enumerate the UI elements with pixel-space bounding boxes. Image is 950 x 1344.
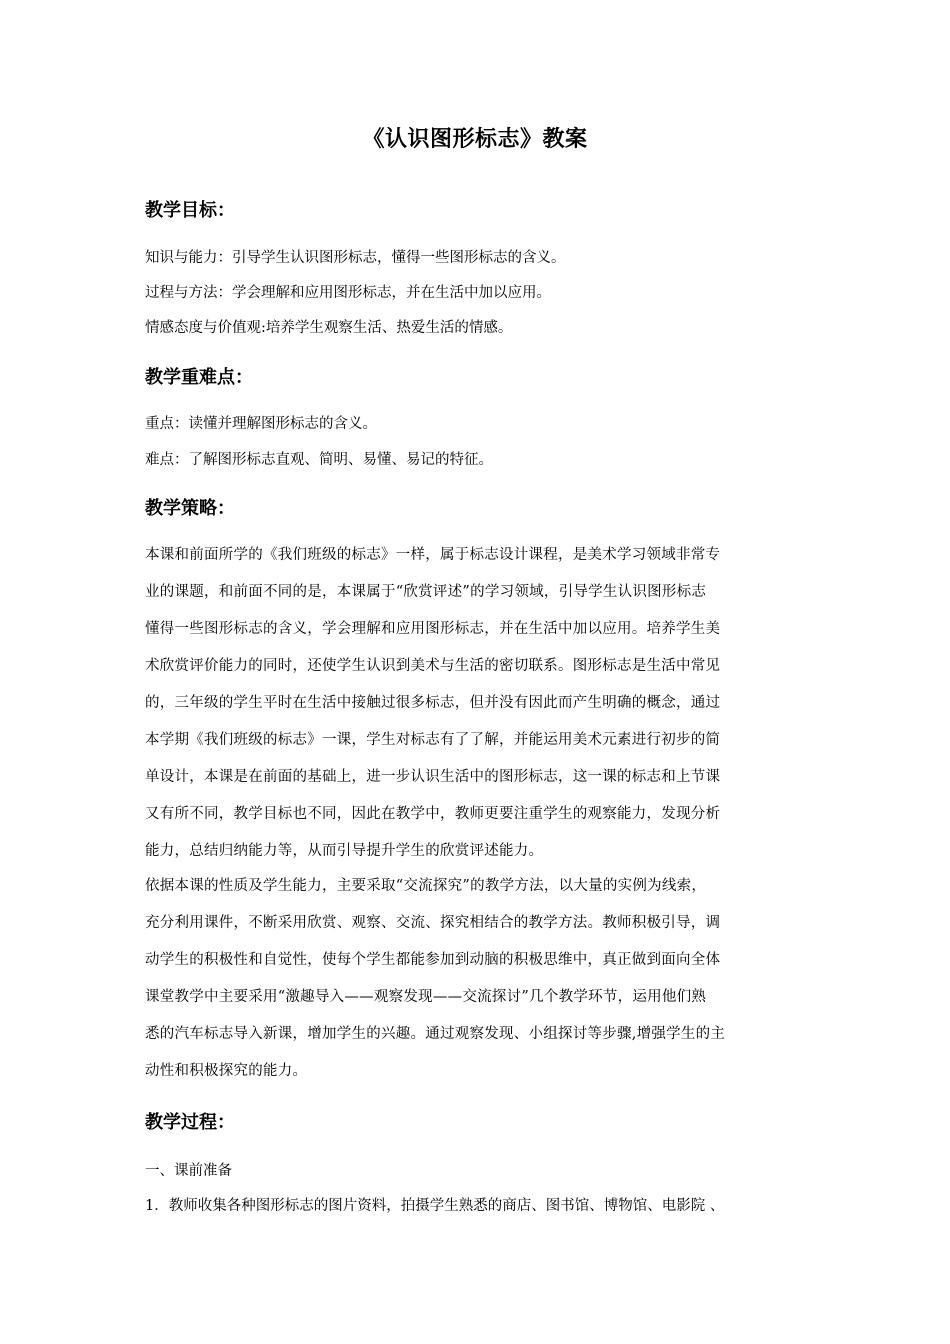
process-line: 1．教师收集各种图形标志的图片资料，拍摄学生熟悉的商店、图书馆、博物馆、电影院 、 [145, 1198, 725, 1214]
strategy-line: 本学期《我们班级的标志》一课，学生对标志有了了解，并能运用美术元素进行初步的简 [145, 732, 721, 748]
document-title: 《认识图形标志》教案 [362, 126, 588, 152]
process-heading: 教学过程： [145, 1112, 235, 1133]
strategy-line: 动学生的积极性和自觉性，使每个学生都能参加到动脑的积极思维中，真正做到面向全体 [145, 952, 721, 968]
strategy-line: 本课和前面所学的《我们班级的标志》一样，属于标志设计课程，是美术学习领域非常专 [145, 547, 721, 563]
strategy-heading: 教学策略： [145, 498, 235, 519]
key-points-heading: 教学重难点： [145, 367, 253, 388]
objective-line: 过程与方法：学会理解和应用图形标志，并在生活中加以应用。 [145, 285, 551, 301]
process-line: 一、课前准备 [145, 1163, 232, 1179]
objective-line: 情感态度与价值观:培养学生观察生活、热爱生活的情感。 [145, 320, 513, 336]
strategy-line: 动性和积极探究的能力。 [145, 1063, 308, 1079]
strategy-line: 术欣赏评价能力的同时，还使学生认识到美术与生活的密切联系。图形标志是生活中常见 [145, 658, 721, 674]
strategy-line: 单设计，本课是在前面的基础上，进一步认识生活中的图形标志，这一课的标志和上节课 [145, 769, 721, 785]
strategy-line: 依据本课的性质及学生能力，主要采取“交流探究”的教学方法，以大量的实例为线索， [145, 878, 707, 894]
strategy-line: 能力，总结归纳能力等，从而引导提升学生的欣赏评述能力。 [145, 843, 544, 859]
strategy-line: 充分利用课件，不断采用欣赏、观察、交流、探究相结合的教学方法。教师积极引导，调 [145, 915, 721, 931]
strategy-line: 又有所不同，教学目标也不同，因此在教学中，教师更要注重学生的观察能力，发现分析 [145, 806, 721, 822]
strategy-line: 悉的汽车标志导入新课，增加学生的兴趣。通过观察发现、小组探讨等步骤,增强学生的主 [145, 1026, 726, 1042]
objectives-heading: 教学目标： [145, 200, 235, 221]
strategy-line: 的，三年级的学生平时在生活中接触过很多标志，但并没有因此而产生明确的概念，通过 [145, 695, 721, 711]
key-point-line: 重点：读懂并理解图形标志的含义。 [145, 416, 377, 432]
strategy-line: 懂得一些图形标志的含义，学会理解和应用图形标志，并在生活中加以应用。培养学生美 [145, 621, 721, 637]
objective-line: 知识与能力：引导学生认识图形标志，懂得一些图形标志的含义。 [145, 250, 566, 266]
key-point-line: 难点：了解图形标志直观、简明、易懂、易记的特征。 [145, 452, 493, 468]
strategy-line: 课堂教学中主要采用“激趣导入——观察发现——交流探讨”几个教学环节，运用他们熟 [145, 989, 707, 1005]
strategy-line: 业的课题，和前面不同的是，本课属于“欣赏评述”的学习领域，引导学生认识图形标志 [145, 584, 707, 600]
